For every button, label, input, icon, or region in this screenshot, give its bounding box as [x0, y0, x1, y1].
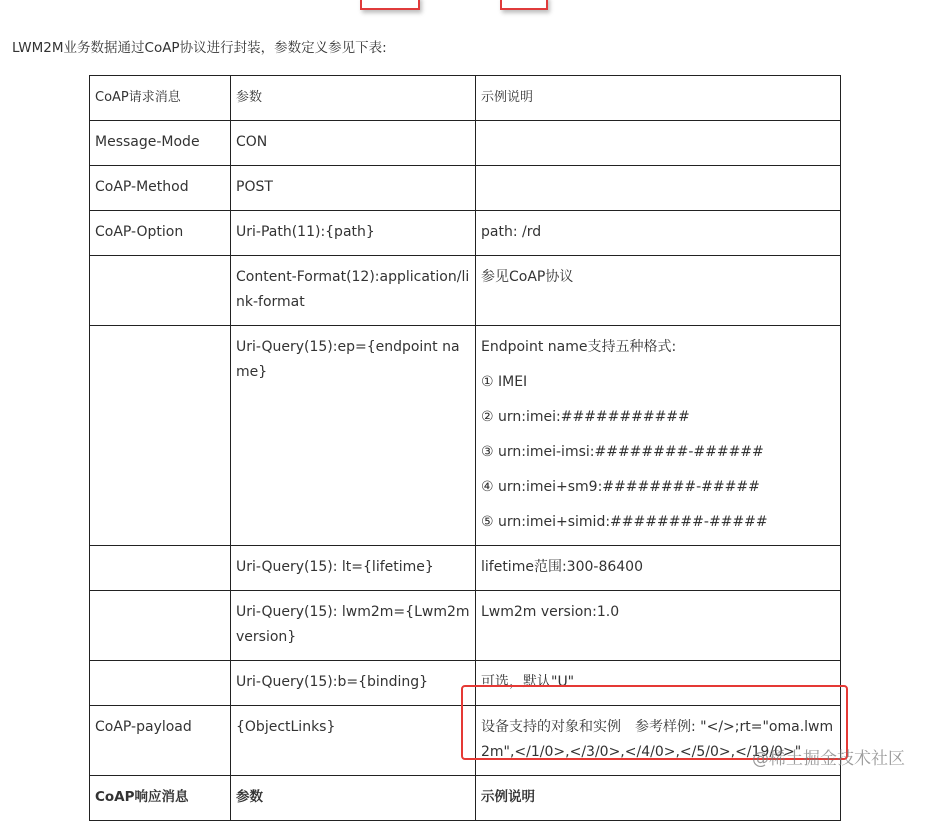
cell-parameter: Uri-Query(15):ep={endpoint name} [231, 326, 476, 546]
cell-example [476, 591, 841, 661]
watermark: @稀土掘金技术社区 [752, 749, 905, 769]
header-cell-request: CoAP请求消息 [90, 76, 231, 121]
example-line: ③ urn:imei-imsi:########-###### [481, 444, 764, 460]
table-row [90, 661, 841, 706]
cell-parameter: Uri-Query(15): lwm2m={Lwm2m version} [231, 591, 476, 661]
header-cell-example: 示例说明 [476, 76, 841, 121]
response-cell-param: 参数 [231, 776, 476, 821]
table-row [90, 256, 841, 326]
coap-parameter-table [89, 75, 841, 821]
table-header-row [90, 76, 841, 121]
cell-message [90, 256, 231, 326]
example-line: ① IMEI [481, 374, 528, 390]
table-row [90, 591, 841, 661]
example-line: ④ urn:imei+sm9:########-##### [481, 479, 760, 495]
example-line: lifetime范围:300-86400 [481, 559, 643, 575]
cell-parameter: Uri-Path(11):{path} [231, 211, 476, 256]
example-line: 可选，默认"U" [481, 674, 575, 690]
response-cell-message: CoAP响应消息 [90, 776, 231, 821]
cell-parameter: Uri-Query(15): lt={lifetime} [231, 546, 476, 591]
table-row [90, 211, 841, 256]
cell-parameter: Uri-Query(15):b={binding} [231, 661, 476, 706]
table-row [90, 326, 841, 546]
cell-example [476, 256, 841, 326]
table-row [90, 121, 841, 166]
top-image-fragment-right [500, 0, 548, 10]
example-line: 设备支持的对象和实例 参考样例: "</>;rt="oma.lwm2m",</1/0>,</3/0>,</4/0>,</5/0>,</19/0>" [481, 719, 834, 760]
table-row [90, 706, 841, 776]
header-cell-param: 参数 [231, 76, 476, 121]
table-row [90, 546, 841, 591]
cell-message [90, 591, 231, 661]
cell-parameter: CON [231, 121, 476, 166]
cell-message: CoAP-payload [90, 706, 231, 776]
cell-example [476, 121, 841, 166]
cell-example [476, 546, 841, 591]
example-line: path: /rd [481, 224, 542, 240]
cell-example [476, 326, 841, 546]
cell-parameter: POST [231, 166, 476, 211]
cell-message: Message-Mode [90, 121, 231, 166]
table-row [90, 166, 841, 211]
cell-message [90, 661, 231, 706]
cell-parameter: {ObjectLinks} [231, 706, 476, 776]
top-image-fragment-left [360, 0, 420, 10]
cell-message [90, 546, 231, 591]
cell-message [90, 326, 231, 546]
cell-message: CoAP-Method [90, 166, 231, 211]
response-cell-example: 示例说明 [476, 776, 841, 821]
example-line: Lwm2m version:1.0 [481, 604, 620, 620]
cell-example [476, 166, 841, 211]
example-line: ⑤ urn:imei+simid:########-##### [481, 514, 768, 530]
cell-example [476, 211, 841, 256]
example-line: Endpoint name支持五种格式: [481, 339, 677, 355]
cell-parameter: Content-Format(12):application/link-format [231, 256, 476, 326]
example-line: 参见CoAP协议 [481, 269, 574, 285]
example-line: ② urn:imei:########### [481, 409, 690, 425]
cell-message: CoAP-Option [90, 211, 231, 256]
response-header-row [90, 776, 841, 821]
intro-paragraph: LWM2M业务数据通过CoAP协议进行封装，参数定义参见下表: [12, 40, 387, 56]
cell-example [476, 661, 841, 706]
